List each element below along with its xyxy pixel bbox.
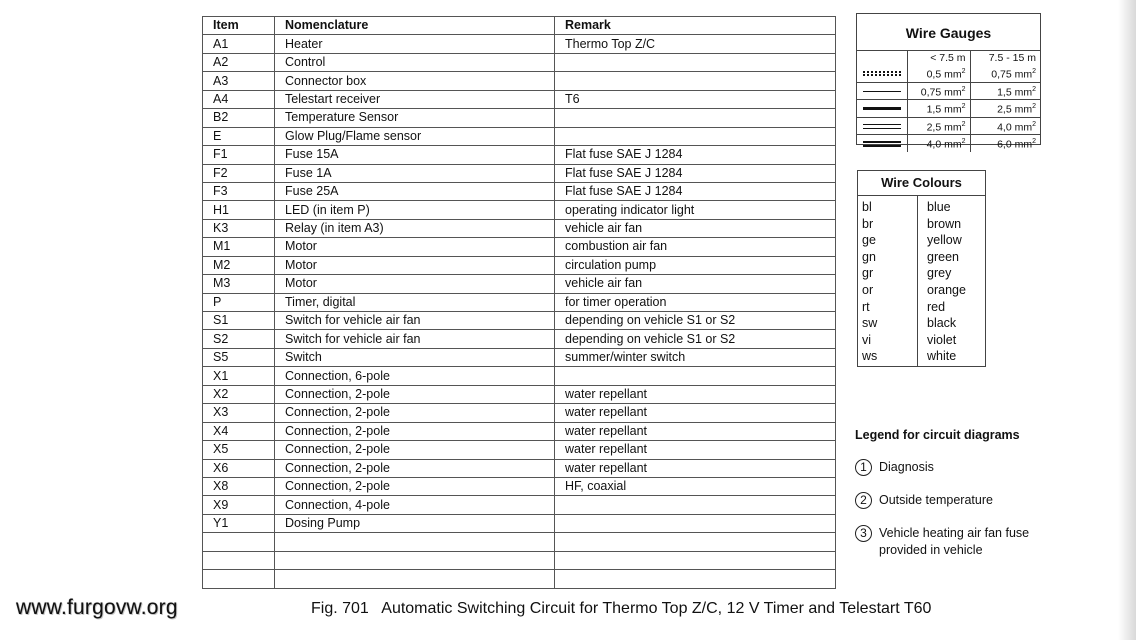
legend-item-text: Diagnosis bbox=[879, 460, 934, 474]
table-row bbox=[203, 496, 836, 514]
item-cell: F3 bbox=[203, 182, 275, 200]
remark-cell: Thermo Top Z/C bbox=[555, 35, 836, 53]
item-cell: A2 bbox=[203, 53, 275, 71]
remark-cell: for timer operation bbox=[555, 293, 836, 311]
item-cell: A4 bbox=[203, 90, 275, 108]
wire-gauges-header bbox=[857, 51, 1040, 65]
colour-code: vi bbox=[862, 332, 872, 347]
item-cell: F2 bbox=[203, 164, 275, 182]
item-cell: P bbox=[203, 293, 275, 311]
colour-name: blue bbox=[927, 200, 951, 214]
remark-cell bbox=[555, 514, 836, 532]
table-row bbox=[203, 90, 836, 108]
site-watermark: www.furgovw.org bbox=[16, 596, 178, 619]
table-row bbox=[203, 459, 836, 477]
circled-number-icon: 2 bbox=[855, 492, 872, 509]
gauge-size-cell: 2,5 $mm^2$ bbox=[970, 100, 1040, 118]
gauge-col-short: < 7.5 m bbox=[907, 51, 970, 65]
item-cell: S5 bbox=[203, 348, 275, 366]
table-row bbox=[203, 256, 836, 274]
table-row bbox=[203, 514, 836, 532]
remark-cell: operating indicator light bbox=[555, 201, 836, 219]
wire-dotted-line-icon bbox=[863, 71, 901, 76]
gauge-size-cell: 6,0 $mm^2$ bbox=[970, 135, 1040, 152]
nomenclature-cell: Connection, 2-pole bbox=[275, 385, 555, 403]
wire-double-line-icon bbox=[863, 124, 901, 129]
colour-code: gr bbox=[862, 266, 874, 281]
remark-cell bbox=[555, 72, 836, 90]
item-cell: X8 bbox=[203, 477, 275, 495]
remark-cell: vehicle air fan bbox=[555, 275, 836, 293]
colour-name: white bbox=[927, 349, 957, 364]
gauge-size-cell: 0,5 $mm^2$ bbox=[907, 65, 970, 82]
nomenclature-cell: Motor bbox=[275, 238, 555, 256]
wire-thin-line-icon bbox=[863, 91, 901, 92]
remark-cell bbox=[555, 367, 836, 385]
item-cell: X3 bbox=[203, 404, 275, 422]
item-cell: A3 bbox=[203, 72, 275, 90]
remark-cell: water repellant bbox=[555, 441, 836, 459]
item-cell: X6 bbox=[203, 459, 275, 477]
colour-code: ge bbox=[862, 233, 876, 248]
item-cell: X5 bbox=[203, 441, 275, 459]
item-cell: X4 bbox=[203, 422, 275, 440]
item-cell bbox=[203, 570, 275, 588]
nomenclature-cell: Connection, 2-pole bbox=[275, 422, 555, 440]
gauge-row bbox=[857, 117, 1040, 135]
remark-cell: vehicle air fan bbox=[555, 219, 836, 237]
nomenclature-cell: Motor bbox=[275, 275, 555, 293]
nomenclature-cell: Temperature Sensor bbox=[275, 109, 555, 127]
gauge-size-cell: 4,0 $mm^2$ bbox=[970, 117, 1040, 135]
wire-colours-title: Wire Colours bbox=[858, 171, 985, 196]
remark-cell: Flat fuse SAE J 1284 bbox=[555, 182, 836, 200]
nomenclature-cell: Connection, 2-pole bbox=[275, 441, 555, 459]
remark-cell: HF, coaxial bbox=[555, 477, 836, 495]
gauge-row bbox=[857, 65, 1040, 82]
gauge-size-cell: 1,5 $mm^2$ bbox=[970, 82, 1040, 100]
remark-cell: water repellant bbox=[555, 404, 836, 422]
colour-name: yellow bbox=[927, 233, 962, 248]
table-row bbox=[203, 348, 836, 366]
parts-table bbox=[202, 16, 836, 589]
header-remark: Remark bbox=[555, 17, 836, 35]
table-row bbox=[203, 109, 836, 127]
nomenclature-cell: Fuse 15A bbox=[275, 146, 555, 164]
colour-names-column bbox=[918, 196, 985, 367]
colour-code: rt bbox=[862, 299, 870, 314]
table-row bbox=[203, 477, 836, 495]
table-row bbox=[203, 219, 836, 237]
table-row bbox=[203, 53, 836, 71]
gauge-row bbox=[857, 82, 1040, 100]
nomenclature-cell: Connector box bbox=[275, 72, 555, 90]
item-cell bbox=[203, 533, 275, 551]
legend-item bbox=[855, 525, 1055, 559]
nomenclature-cell: Connection, 2-pole bbox=[275, 477, 555, 495]
colour-name: orange bbox=[927, 282, 966, 297]
remark-cell: T6 bbox=[555, 90, 836, 108]
remark-cell: water repellant bbox=[555, 422, 836, 440]
colour-code: or bbox=[862, 282, 874, 297]
nomenclature-cell: LED (in item P) bbox=[275, 201, 555, 219]
nomenclature-cell: Switch for vehicle air fan bbox=[275, 312, 555, 330]
remark-cell bbox=[555, 496, 836, 514]
table-row bbox=[203, 404, 836, 422]
item-cell: Y1 bbox=[203, 514, 275, 532]
item-cell bbox=[203, 551, 275, 569]
item-cell: B2 bbox=[203, 109, 275, 127]
legend-item-text: Vehicle heating air fan fuse provided in vehicle bbox=[879, 526, 1030, 557]
table-row bbox=[203, 201, 836, 219]
item-cell: M1 bbox=[203, 238, 275, 256]
colour-name: grey bbox=[927, 266, 952, 281]
page-edge-shadow bbox=[1118, 0, 1136, 640]
remark-cell: Flat fuse SAE J 1284 bbox=[555, 164, 836, 182]
item-cell: H1 bbox=[203, 201, 275, 219]
table-row bbox=[203, 275, 836, 293]
circuit-legend bbox=[855, 428, 1055, 575]
legend-item bbox=[855, 459, 1055, 476]
colour-codes-column bbox=[858, 196, 918, 367]
colour-code: sw bbox=[862, 316, 878, 331]
parts-table-header bbox=[203, 17, 836, 35]
circled-number-icon: 3 bbox=[855, 525, 872, 542]
nomenclature-cell: Fuse 1A bbox=[275, 164, 555, 182]
table-row bbox=[203, 533, 836, 551]
table-row bbox=[203, 422, 836, 440]
item-cell: E bbox=[203, 127, 275, 145]
gauge-size-cell: 2,5 $mm^2$ bbox=[907, 117, 970, 135]
remark-cell bbox=[555, 109, 836, 127]
legend-item bbox=[855, 492, 1055, 509]
nomenclature-cell: Switch for vehicle air fan bbox=[275, 330, 555, 348]
item-cell: M2 bbox=[203, 256, 275, 274]
item-cell: X9 bbox=[203, 496, 275, 514]
wire-doublethick-line-icon bbox=[863, 141, 901, 147]
legend-title: Legend for circuit diagrams bbox=[855, 428, 1020, 442]
circled-number-icon: 1 bbox=[855, 459, 872, 476]
header-item: Item bbox=[203, 17, 275, 35]
remark-cell: circulation pump bbox=[555, 256, 836, 274]
wire-gauges-box bbox=[856, 13, 1041, 151]
table-row bbox=[203, 127, 836, 145]
nomenclature-cell: Timer, digital bbox=[275, 293, 555, 311]
table-row bbox=[203, 367, 836, 385]
table-row bbox=[203, 385, 836, 403]
table-row bbox=[203, 570, 836, 588]
nomenclature-cell: Connection, 2-pole bbox=[275, 459, 555, 477]
colour-code: bl bbox=[862, 200, 872, 214]
remark-cell bbox=[555, 127, 836, 145]
header-nomenclature: Nomenclature bbox=[275, 17, 555, 35]
nomenclature-cell: Relay (in item A3) bbox=[275, 219, 555, 237]
remark-cell bbox=[555, 53, 836, 71]
wire-gauges-title: Wire Gauges bbox=[857, 14, 1040, 51]
nomenclature-cell: Heater bbox=[275, 35, 555, 53]
table-row bbox=[203, 182, 836, 200]
nomenclature-cell: Dosing Pump bbox=[275, 514, 555, 532]
table-row bbox=[203, 551, 836, 569]
table-row bbox=[203, 146, 836, 164]
item-cell: K3 bbox=[203, 219, 275, 237]
gauge-row bbox=[857, 135, 1040, 152]
gauge-size-cell: 4,0 $mm^2$ bbox=[907, 135, 970, 152]
table-row bbox=[203, 72, 836, 90]
colour-code: ws bbox=[862, 349, 878, 364]
item-cell: M3 bbox=[203, 275, 275, 293]
item-cell: F1 bbox=[203, 146, 275, 164]
table-row bbox=[203, 330, 836, 348]
remark-cell bbox=[555, 551, 836, 569]
wire-thick-line-icon bbox=[863, 107, 901, 110]
colour-name: brown bbox=[927, 216, 962, 231]
colour-name: green bbox=[927, 249, 959, 264]
nomenclature-cell: Connection, 4-pole bbox=[275, 496, 555, 514]
nomenclature-cell: Telestart receiver bbox=[275, 90, 555, 108]
nomenclature-cell bbox=[275, 570, 555, 588]
item-cell: X1 bbox=[203, 367, 275, 385]
figure-caption: Fig. 701 Automatic Switching Circuit for Thermo Top Z/C, 12 V Timer and Telestart T60 bbox=[311, 600, 932, 617]
table-row bbox=[203, 441, 836, 459]
remark-cell: water repellant bbox=[555, 459, 836, 477]
item-cell: S2 bbox=[203, 330, 275, 348]
gauge-col-long: 7.5 - 15 m bbox=[970, 51, 1040, 65]
nomenclature-cell: Fuse 25A bbox=[275, 182, 555, 200]
colour-name: violet bbox=[927, 332, 957, 347]
remark-cell: depending on vehicle S1 or S2 bbox=[555, 330, 836, 348]
table-row bbox=[203, 35, 836, 53]
remark-cell bbox=[555, 533, 836, 551]
colour-name: red bbox=[927, 299, 946, 314]
remark-cell: Flat fuse SAE J 1284 bbox=[555, 146, 836, 164]
nomenclature-cell bbox=[275, 533, 555, 551]
colour-name: black bbox=[927, 316, 957, 331]
remark-cell: summer/winter switch bbox=[555, 348, 836, 366]
remark-cell: combustion air fan bbox=[555, 238, 836, 256]
nomenclature-cell: Connection, 2-pole bbox=[275, 404, 555, 422]
legend-item-text: Outside temperature bbox=[879, 493, 993, 507]
wire-gauges-table bbox=[857, 51, 1040, 152]
nomenclature-cell: Control bbox=[275, 53, 555, 71]
item-cell: S1 bbox=[203, 312, 275, 330]
nomenclature-cell bbox=[275, 551, 555, 569]
nomenclature-cell: Switch bbox=[275, 348, 555, 366]
gauge-size-cell: 0,75 $mm^2$ bbox=[907, 82, 970, 100]
nomenclature-cell: Motor bbox=[275, 256, 555, 274]
table-row bbox=[203, 238, 836, 256]
table-row bbox=[203, 293, 836, 311]
table-row bbox=[203, 164, 836, 182]
remark-cell: depending on vehicle S1 or S2 bbox=[555, 312, 836, 330]
remark-cell bbox=[555, 570, 836, 588]
gauge-size-cell: 0,75 $mm^2$ bbox=[970, 65, 1040, 82]
colour-code: gn bbox=[862, 249, 876, 264]
remark-cell: water repellant bbox=[555, 385, 836, 403]
wire-colours-box bbox=[857, 170, 986, 367]
table-row bbox=[203, 312, 836, 330]
nomenclature-cell: Connection, 6-pole bbox=[275, 367, 555, 385]
gauge-row bbox=[857, 100, 1040, 118]
item-cell: X2 bbox=[203, 385, 275, 403]
gauge-size-cell: 1,5 $mm^2$ bbox=[907, 100, 970, 118]
item-cell: A1 bbox=[203, 35, 275, 53]
nomenclature-cell: Glow Plug/Flame sensor bbox=[275, 127, 555, 145]
colour-code: br bbox=[862, 216, 874, 231]
